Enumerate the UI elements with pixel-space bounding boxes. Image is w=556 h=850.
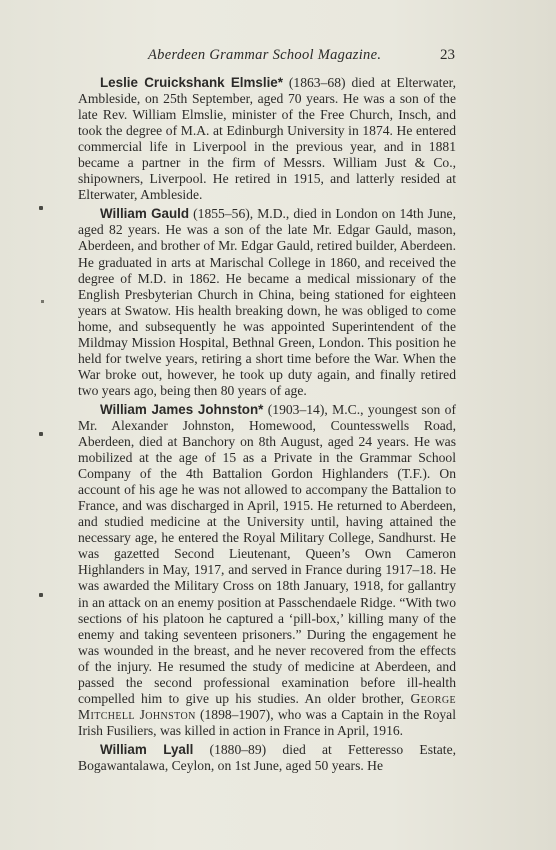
obituary-entry [78,742,456,774]
binding-hole-mark [39,432,43,436]
obituary-text: (1855–56), M.D., died in London on 14th June, aged 82 years. He was a son of the late Mr. Edgar Gauld, mason, Aberdeen, and brother of Mr. Edgar Gauld, retired builder, Aberdeen. He graduated in arts at Marischal College in 1860, and received the degree of M.D. in 1862. He became a medical missionary of the English Presbyterian Church in China, being stationed for eighteen years at Swatow. His health breaking down, he was obliged to come home, and subsequently he was appointed Superintendent of the Mildmay Mission Hospital, Bethnal Green, London. This position he held for twelve years, retiring a short time before the War. When the War broke out, however, he took up duty again, and finally retired two years ago, being then 80 years of age. [78,206,456,398]
obituary-text-continued: (1898–1907), who was a Captain in the Royal Irish Fusiliers, was killed in action in France in April, 1916. [78,706,456,738]
obituary-entry [78,75,456,203]
binding-hole-mark [39,593,43,597]
obituary-entry [78,402,456,739]
binding-hole-mark [39,206,43,210]
brother-name: George Mitchell Johnston [78,690,456,722]
obituary-text: (1863–68) died at Elterwater, Ambleside, on 25th September, aged 70 years. He was a son of the late Rev. William Elmslie, minister of the Free Church, Insch, and took the degree of M.A. at Edinburgh University in 1874. He entered commercial life in Liverpool in the previous year, and in 1881 became a partner in the firm of Messrs. William Just & Co., shipowners, Liverpool. He retired in 1915, and latterly resided at Elterwater, Ambleside. [78,75,456,203]
page-number: 23 [440,47,455,63]
obituary-text: (1903–14), M.C., youngest son of Mr. Alexander Johnston, Homewood, Countesswells Road, Aberdeen, died at Banchory on 8th August, aged 24 years. He was mobilized at the age of 15 as a Private in the Grammar School Company of the 4th Battalion Gordon Highlanders (T.F.). On account of his age he was not allowed to accompany the Battalion to France, and was discharged in April, 1915. He returned to Aberdeen, and studied medicine at the University until, having attained the necessary age, he entered the Royal Military College, Sandhurst. He was gazetted Second Lieutenant, Queen’s Own Cameron Highlanders in May, 1917, and served in France during 1917–18. He was awarded the Military Cross on 18th January, 1918, for gallantry in an attack on an enemy position at Passchendaele Ridge. “With two sections of his platoon he captured a ‘pill-box,’ killing many of the enemy and taking seventeen prisoners.” During the engagement he was wounded in the breast, and he never recovered from the effects of the injury. He resumed the study of medicine at Aberdeen, and passed the second professional examination before ill-health compelled him to give up his studies. An older brother, [78,401,457,706]
obituary-column [78,75,456,777]
running-title: Aberdeen Grammar School Magazine. [148,47,382,63]
obituary-name: Leslie Cruickshank Elmslie* [100,75,283,90]
obituary-name: William Lyall [100,741,194,757]
page-header [78,47,455,67]
obituary-text: (1880–89) died at Fetteresso Estate, Bogawantalawa, Ceylon, on 1st June, aged 50 years. He [78,741,456,773]
obituary-name: William James Johnston* [100,401,264,417]
obituary-name: William Gauld [100,206,190,222]
binding-hole-mark [41,300,44,303]
obituary-entry [78,206,456,399]
